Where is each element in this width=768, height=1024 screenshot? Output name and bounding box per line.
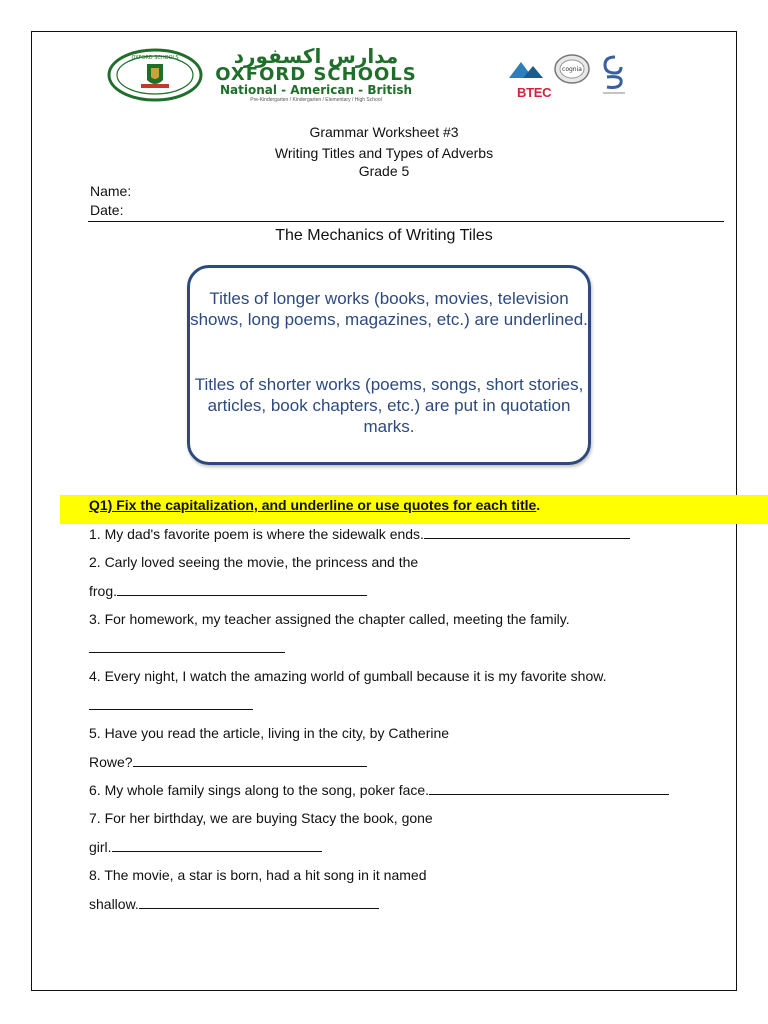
school-levels: Pre-Kindergarten / Kindergarten / Elementary / High School [250, 97, 382, 103]
item-5-line-2 [89, 754, 367, 770]
item-7-line-2 [89, 839, 322, 855]
answer-blank-8[interactable] [139, 897, 379, 909]
date-label: Date: [90, 202, 124, 218]
partner-logo [597, 53, 631, 97]
item-3-answer-line [89, 640, 285, 656]
item-1-text: 1. My dad's favorite poem is where the sidewalk ends. [89, 526, 424, 542]
answer-blank-7[interactable] [112, 840, 322, 852]
answer-blank-1[interactable] [424, 527, 630, 539]
answer-blank-2[interactable] [117, 584, 367, 596]
item-2-line-1: 2. Carly loved seeing the movie, the princess and the [89, 554, 419, 570]
item-2-line-2 [89, 583, 367, 599]
answer-blank-4[interactable] [89, 698, 253, 710]
school-curriculum: National - American - British [219, 83, 413, 97]
item-5-line-1: 5. Have you read the article, living in the city, by Catherine [89, 725, 450, 741]
item-7-line-1: 7. For her birthday, we are buying Stacy the book, gone [89, 810, 433, 826]
btec-label: BTEC [517, 85, 552, 100]
item-7-text-end: girl. [89, 839, 112, 855]
header-divider [88, 221, 724, 222]
worksheet-subtitle: Writing Titles and Types of Adverbs [274, 145, 494, 161]
section-title: The Mechanics of Writing Tiles [275, 227, 493, 244]
question-1-period: . [536, 497, 541, 513]
answer-blank-5[interactable] [133, 755, 367, 767]
item-6 [89, 782, 669, 798]
school-arabic-name: مدارس اكسفورد [233, 44, 399, 68]
item-8-line-1: 8. The movie, a star is born, had a hit song in it named [89, 867, 427, 883]
answer-blank-6[interactable] [429, 783, 669, 795]
school-name: OXFORD SCHOOLS [215, 64, 417, 85]
name-label: Name: [90, 183, 132, 199]
rule-callout-box [187, 265, 591, 465]
item-6-text: 6. My whole family sings along to the song, poker face. [89, 782, 430, 798]
rule-longer-works: Titles of longer works (books, movies, television shows, long poems, magazines, etc.) are underlined. [190, 289, 588, 329]
answer-blank-3[interactable] [89, 641, 285, 653]
school-seal-logo [106, 48, 204, 102]
item-8-text-end: shallow. [89, 896, 139, 912]
item-2-text-end: frog. [89, 583, 118, 599]
item-4-answer-line [89, 697, 253, 713]
rule-shorter-works: Titles of shorter works (poems, songs, short stories, articles, book chapters, etc.) are put in quotation marks. [194, 375, 584, 436]
question-1-instruction [89, 495, 540, 515]
item-8-line-2 [89, 896, 379, 912]
question-1-text: Q1) Fix the capitalization, and underline or use quotes for each title [89, 497, 537, 513]
item-5-text-end: Rowe? [89, 754, 133, 770]
svg-text:cognia: cognia [562, 66, 582, 73]
worksheet-title: Grammar Worksheet #3 [309, 124, 459, 140]
worksheet-grade: Grade 5 [358, 163, 410, 179]
item-1 [89, 526, 630, 542]
svg-text:OXFORD SCHOOLS: OXFORD SCHOOLS [131, 55, 179, 61]
item-4: 4. Every night, I watch the amazing world of gumball because it is my favorite show. [89, 668, 607, 684]
cognia-accreditation-seal [552, 53, 592, 85]
item-3: 3. For homework, my teacher assigned the chapter called, meeting the family. [89, 611, 570, 627]
